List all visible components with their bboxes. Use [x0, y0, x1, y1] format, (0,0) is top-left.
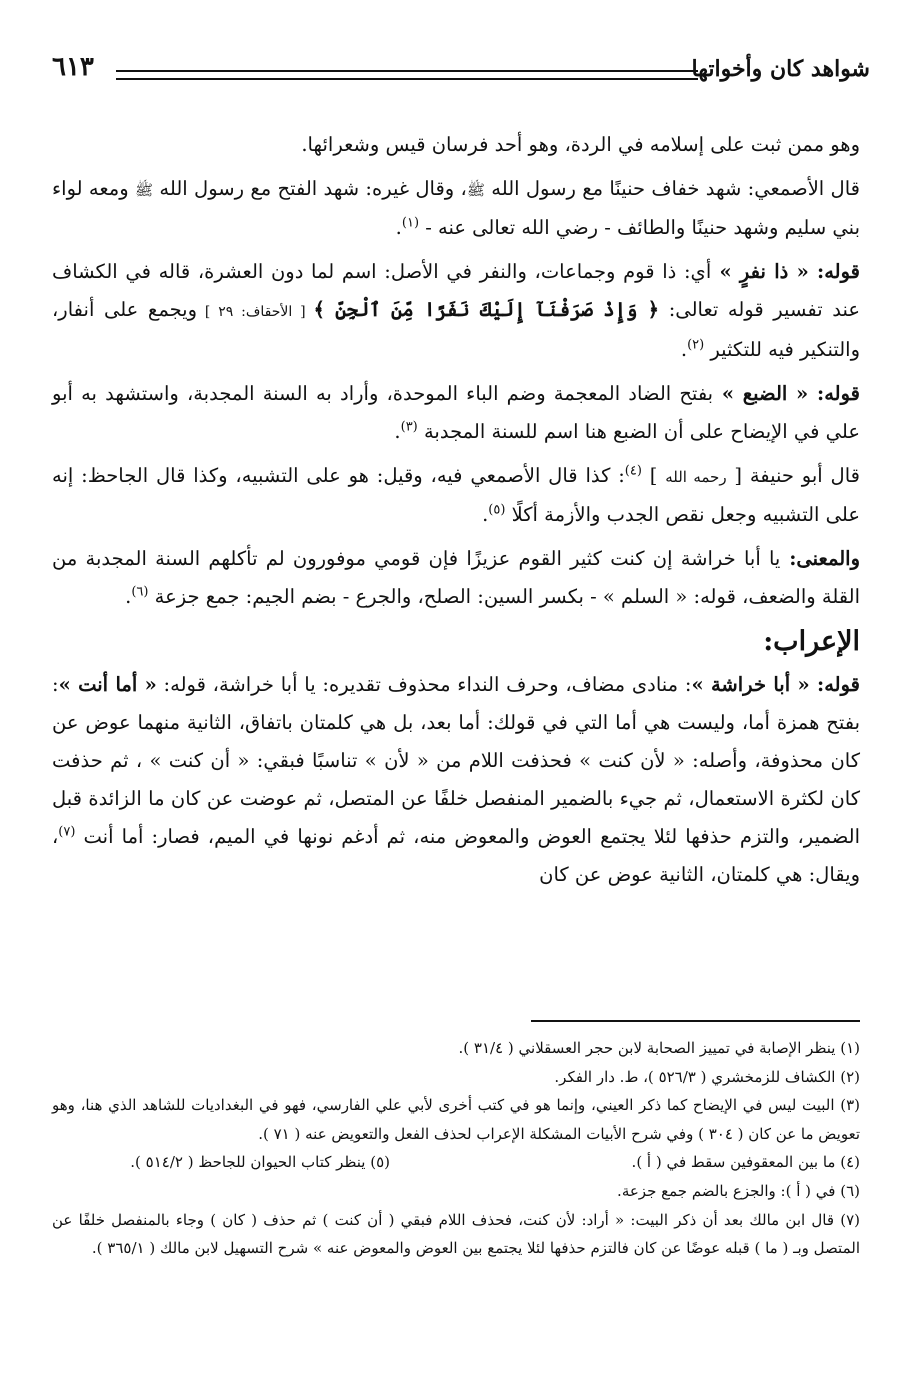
paragraph-text: . [394, 420, 401, 443]
paragraph-5 [52, 457, 860, 534]
page-number: ٦١٣ [52, 52, 94, 82]
running-header [52, 50, 870, 90]
rahimahu-honorific: رحمه الله [665, 468, 727, 486]
paragraph-text: ، وقال غيره: شهد الفتح مع رسول الله [153, 177, 467, 200]
paragraph-text: . [395, 216, 402, 239]
paragraph-text: . [482, 503, 489, 526]
header-title: شواهد كان وأخواتها [691, 56, 870, 82]
main-text [52, 126, 860, 900]
header-double-rule [116, 70, 698, 80]
verse-reference: [ الأحقاف: ٢٩ ] [197, 304, 314, 320]
footnote-7: (٧) قال ابن مالك بعد أن ذكر البيت: « أراد: لأن كنت، فحذف اللام فبقي ( أن كنت ) ثم حذف ( كان ) وجاء بالمنفصل خلفًا عن المتصل وبـ ( ما ) قبله عوضًا عن كان فالتزم حذفها لئلا يجتمع بين العوض والمعوض عنه » شرح التسهيل لابن مالك ( ٣٦٥/١ ). [52, 1210, 860, 1258]
paragraph-7 [52, 666, 860, 894]
footnote-ref[interactable]: (٤) [624, 463, 642, 479]
footnote-row [52, 1148, 860, 1177]
footnote-6: (٦) في ( أ ): والجزع بالضم جمع جزعة. [617, 1181, 860, 1200]
salla-honorific: ﷺ [134, 181, 154, 199]
footnote-3: (٣) البيت ليس في الإيضاح كما ذكر العيني، وإنما هو في كتب أخرى لأبي علي الفارسي، فهو في البغداديات للشاهد الذي هنا، وهو تعويض ما عن كان ( ٣٠٤ ) وفي شرح الأبيات المشكلة الإعراب لحذف الفعل والتعويض عنه ( ٧١ ). [52, 1096, 860, 1143]
paragraph-text: . [680, 338, 688, 361]
footnote-separator [531, 1020, 860, 1022]
paragraph-3 [52, 253, 860, 369]
paragraph-text: قال أبو حنيفة [ [726, 464, 860, 487]
quran-verse: ﴿ وَإِذْ صَرَفْنَآ إِلَيْكَ نَفَرًا مِّنَ ٱلْجِنِّ ﴾ [313, 298, 660, 321]
paragraph-text: أي: ذا قوم وجماعات، والنفر في الأصل: اسم لما دون العشرة، قاله في الكشاف عند تفسير قوله تعالى: [52, 260, 861, 321]
section-heading: الإعراب: [763, 626, 860, 657]
salla-honorific: ﷺ [466, 181, 485, 199]
lemma-bold: قوله: « الضبع » [713, 382, 860, 405]
footnote-ref[interactable]: (٦) [131, 584, 149, 600]
paragraph-text: : كذا قال الأصمعي فيه، وقيل: هو على التشبيه، وكذا قال الجاحظ: إنه على التشبيه وجعل نقص الجدب والأزمة أكلًا [52, 464, 860, 526]
footnote-ref[interactable]: (٥) [488, 502, 506, 518]
footnote-ref[interactable]: (٢) [687, 337, 705, 353]
paragraph-text: بفتح الضاد المعجمة وضم الباء الموحدة، وأراد به السنة المجدبة، واستشهد به أبو علي في الإيضاح على أن الضبع هنا اسم للسنة المجدبة [52, 382, 860, 443]
lemma-bold: والمعنى: [780, 547, 860, 570]
paragraph-text: ويجمع على أنفار، والتنكير فيه للتكثير [52, 298, 860, 361]
lemma-bold: قوله: « أبا خراشة » [691, 673, 860, 696]
paragraph-text: قال الأصمعي: شهد خفاف حنينًا مع رسول الله [484, 177, 860, 200]
footnotes [52, 1034, 860, 1263]
paragraph-text: ومعه لواء بني سليم وشهد حنينًا والطائف - رضي الله تعالى عنه - [52, 177, 860, 239]
footnote-1: (١) ينظر الإصابة في تمييز الصحابة لابن حجر العسقلاني ( ٣١/٤ ). [458, 1039, 860, 1057]
paragraph-text: وهو ممن ثبت على إسلامه في الردة، وهو أحد فرسان قيس وشعرائها. [301, 133, 860, 156]
paragraph-4 [52, 375, 860, 451]
paragraph-text: : بفتح همزة أما، وليست هي أما التي في قولك: أما بعد، بل هي كلمتان باتفاق، الثانية منهما عوض عن كان محذوفة، وأصله: « لأن كنت » فحذفت اللام من « لأن » تناسبًا فبقي: « أن كنت » ، ثم حذفت كان لكثرة الاستعمال، ثم جيء بالضمير المنفصل خلفًا عن المتصل، ثم عوضت عن كان ما الزائدة قبل الضمير، والتزم حذفها لئلا يجتمع العوض والمعوض منه، ثم أدغم نونها في الميم، فصار: أما أنت [52, 673, 860, 848]
paragraph-text: . [125, 585, 132, 608]
paragraph-text: يا أبا خراشة إن كنت كثير القوم عزيزًا فإن قومي موفورون لم تأكلهم السنة المجدبة من القلة والضعف، قوله: « السلم » - بكسر السين: الصلح، والجرع - بضم الجيم: جمع جزعة [52, 547, 860, 608]
paragraph-2 [52, 170, 860, 247]
footnote-ref[interactable]: (١) [401, 215, 420, 231]
footnote-5: (٥) ينظر كتاب الحيوان للجاحظ ( ٥١٤/٢ ). [130, 1153, 390, 1172]
lemma-bold: قوله: « ذا نفرٍ » [711, 260, 860, 283]
paragraph-text: : منادى مضاف، وحرف النداء محذوف تقديره: يا أبا خراشة، قوله: [156, 673, 692, 696]
footnote-4: (٤) ما بين المعقوفين سقط في ( أ ). [631, 1153, 860, 1172]
lemma-bold: « أما أنت » [58, 673, 157, 696]
paragraph-1 [52, 126, 860, 164]
paragraph-text: ] [641, 464, 666, 487]
footnote-ref[interactable]: (٧) [58, 824, 76, 840]
footnote-2: (٢) الكشاف للزمخشري ( ٥٢٦/٣ )، ط. دار الفكر. [554, 1067, 860, 1086]
paragraph-text: ، ويقال: هي كلمتان، الثانية عوض عن كان [52, 825, 860, 886]
footnote-ref[interactable]: (٣) [400, 419, 418, 435]
paragraph-6 [52, 540, 860, 616]
